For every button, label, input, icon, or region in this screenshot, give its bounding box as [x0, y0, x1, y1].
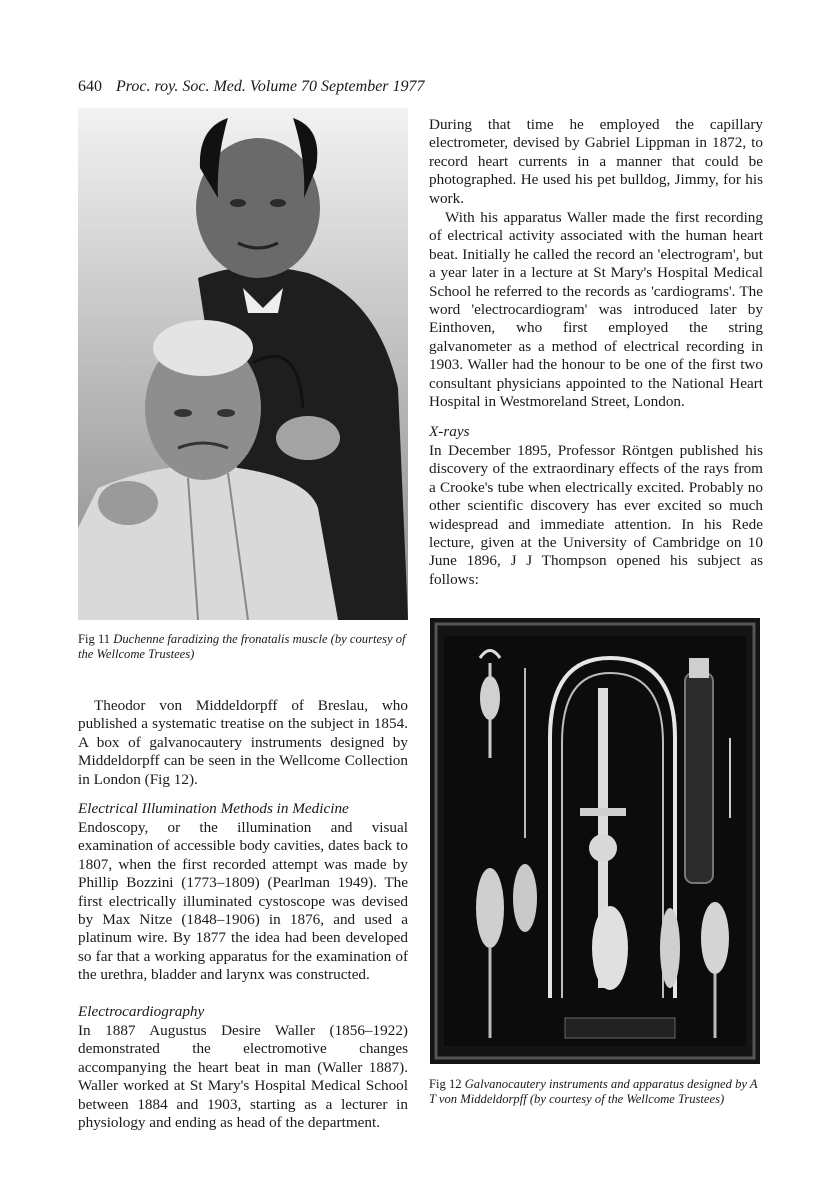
- heading-electrical-illumination: Electrical Illumination Methods in Medicine: [78, 800, 349, 817]
- paragraph-middeldorpff: Theodor von Middeldorpff of Breslau, who published a systematic treatise on the subject in 1854. A box of galvanocautery instruments designed by Middeldorpff can be seen in the Wellcome Collection in London (Fig 12).: [78, 697, 408, 788]
- running-header: [78, 78, 425, 96]
- figure-12-image: [430, 618, 760, 1064]
- figure-11-caption-text: Duchenne faradizing the fronatalis muscle (by courtesy of the Wellcome Trustees): [78, 632, 406, 661]
- paragraph-during-that-time: During that time he employed the capillary electrometer, devised by Gabriel Lippman in 1872, to record heart currents in a manner that could be photographed. He used his pet bulldog, Jimmy, for his work.: [429, 116, 763, 207]
- journal-citation: Proc. roy. Soc. Med. Volume 70 September 1977: [116, 78, 425, 95]
- figure-12-caption-text: Galvanocautery instruments and apparatus designed by A T von Middeldorpff (by courtesy of the Wellcome Trustees): [429, 1077, 758, 1106]
- figure-11-caption: [78, 632, 408, 662]
- figure-12-caption: [429, 1077, 763, 1107]
- paragraph-illumination: Endoscopy, or the illumination and visual examination of accessible body cavities, dates back to 1807, when the first recorded attempt was made by Phillip Bozzini (1773–1809) (Pearlman 1949). The first electrically illuminated cystoscope was devised by Max Nitze (1848–1906) in 1876, and used a platinum wire. By 1877 the idea had been developed so far that a working apparatus for the examination of the urethra, bladder and larynx was constructed.: [78, 819, 408, 984]
- figure-12-label: Fig 12: [429, 1077, 462, 1091]
- paragraph-waller-apparatus: With his apparatus Waller made the first recording of electrical activity associated with the human heart beat. Initially he called the record an 'electrogram', but a year later in a lecture at St Mary's Hospital Medical School he referred to the records as 'cardiograms'. The word 'electrocardiogram' was introduced later by Einthoven, who first employed the string galvanometer as a method of electrical recording in 1903. Waller had the honour to be one of the first two consultant physicians appointed to the National Heart Hospital in Westmoreland Street, London.: [429, 209, 763, 411]
- figure-11-label: Fig 11: [78, 632, 111, 646]
- paragraph-x-rays: In December 1895, Professor Röntgen published his discovery of the extraordinary effects of the rays from a Crooke's tube when electrically excited. Probably no other scientific discovery has ever excited so much widespread and immediate attention. In his Rede lecture, given at the University of Cambridge on 10 June 1896, J J Thompson opened his subject as follows:: [429, 442, 763, 588]
- heading-x-rays: X-rays: [429, 423, 470, 440]
- heading-electrocardiography: Electrocardiography: [78, 1003, 205, 1020]
- page-number: 640: [78, 78, 102, 95]
- paragraph-electrocardiography: In 1887 Augustus Desire Waller (1856–1922) demonstrated the electromotive changes accompanying the heart beat in man (Waller 1887). Waller worked at St Mary's Hospital Medical School between 1884 and 1903, starting as a lecturer in physiology and ending as head of the department.: [78, 1022, 408, 1132]
- figure-11-image: [78, 108, 408, 620]
